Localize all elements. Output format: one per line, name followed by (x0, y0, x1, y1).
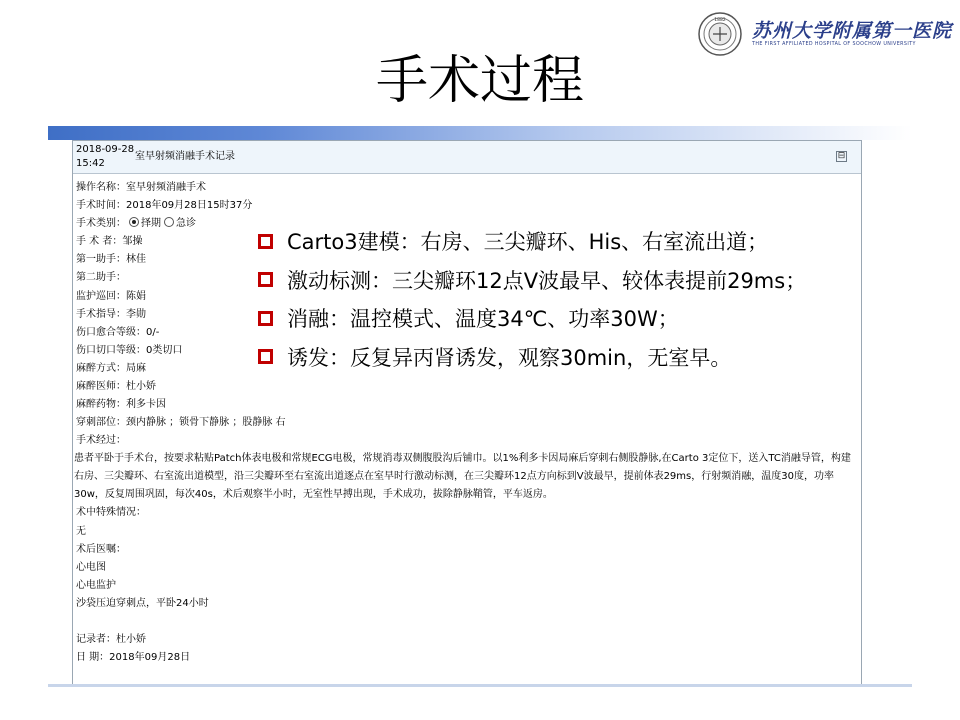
record-time: 15:42 (76, 158, 105, 169)
slide-title: 手术过程 (375, 51, 584, 111)
field-special-label: 术中特殊情况： (76, 507, 146, 519)
field-process-label: 手术经过： (76, 435, 126, 447)
bullet-item (258, 262, 958, 301)
hospital-subtitle: THE FIRST AFFILIATED HOSPITAL OF SOOCHOW UNIVERSITY (752, 42, 916, 47)
field-assistant1: 第一助手：林佳 (76, 254, 146, 266)
field-anesthesia: 麻醉方式：局麻 (76, 362, 146, 374)
field-recorder: 记录者：杜小娇 (76, 634, 146, 646)
square-bullet-icon (258, 311, 273, 326)
hospital-name: 苏州大学附属第一医院 (752, 20, 953, 42)
bullet-text: 激动标测：三尖瓣环12点V波最早、较体表提前29ms； (287, 268, 807, 293)
field-puncture-site: 穿刺部位：颈内静脉 ；锁骨下静脉 ；股静脉 右 (76, 417, 286, 429)
field-process-text: 患者平卧于手术台，按要求粘贴Patch体表电极和常规ECG电极，常规消毒双侧腹股沟后铺巾。以1%利多卡因局麻后穿刺右侧股静脉,在Carto 3定位下，送入TC消融导管，构建右房、三尖瓣环、右室流出道模型，沿三尖瓣环至右室流出道逐点在室早时行激动标测，在三尖瓣环12点方向标到V波最早，提前体表29ms，行射频消融，温度30度，功率30w，反复周围巩固，每次40s，术后观察半小时，无室性早搏出现，手术成功，拔除静脉鞘管，平车返房。 (74, 453, 851, 501)
field-special-value: 无 (76, 525, 86, 537)
square-bullet-icon (258, 234, 273, 249)
field-assistant2: 第二助手： (76, 272, 126, 284)
collapse-icon[interactable]: ⊟ (837, 151, 846, 161)
field-order-1: 心电图 (76, 561, 106, 573)
bullet-text: 诱发：反复异丙肾诱发，观察30min，无室早。 (287, 345, 732, 370)
field-spacer (76, 613, 856, 631)
field-op-time: 手术时间：2018年09月28日15时37分 (76, 200, 253, 212)
seal-year: 1882 (714, 18, 726, 23)
radio-elective[interactable] (129, 217, 139, 227)
field-incision-grade: 伤口切口等级：0类切口 (76, 344, 183, 356)
title-underline-bar (48, 126, 912, 140)
bullet-item (258, 339, 958, 378)
bullet-text: 消融：温控模式、温度34℃、功率30W； (287, 307, 679, 331)
footer-divider (48, 684, 912, 687)
square-bullet-icon (258, 349, 273, 364)
field-director: 手术指导：李勋 (76, 308, 146, 320)
bullet-text: Carto3建模：右房、三尖瓣环、His、右室流出道； (287, 230, 769, 254)
radio-emergency-label: 急诊 (176, 218, 196, 230)
field-orders-label: 术后医嘱： (76, 543, 126, 555)
field-record-date: 日 期：2018年09月28日 (76, 652, 191, 664)
field-order-3: 沙袋压迫穿刺点，平卧24小时 (76, 597, 209, 609)
radio-emergency[interactable] (164, 217, 174, 227)
field-surgeon: 手 术 者：邹操 (76, 236, 143, 248)
record-datetime (76, 143, 136, 171)
record-date: 2018-09-28 (76, 144, 135, 155)
op-type-label: 手术类别： (76, 218, 126, 230)
record-header (73, 141, 861, 174)
radio-elective-label: 择期 (141, 218, 161, 230)
field-anesthetic-drug: 麻醉药物：利多卡因 (76, 399, 166, 411)
bullet-item (258, 300, 958, 339)
record-title: 室早射频消融手术记录 (135, 151, 235, 162)
bullet-item (258, 223, 958, 262)
field-wound-healing: 伤口愈合等级：0/- (76, 326, 160, 338)
square-bullet-icon (258, 272, 273, 287)
field-op-name: 操作名称：室早射频消融手术 (76, 182, 206, 193)
field-monitor: 监护巡回：陈娟 (76, 290, 146, 302)
field-order-2: 心电监护 (76, 579, 116, 591)
field-anesthetist: 麻醉医师：杜小娇 (76, 381, 156, 393)
bullet-list (258, 223, 958, 377)
